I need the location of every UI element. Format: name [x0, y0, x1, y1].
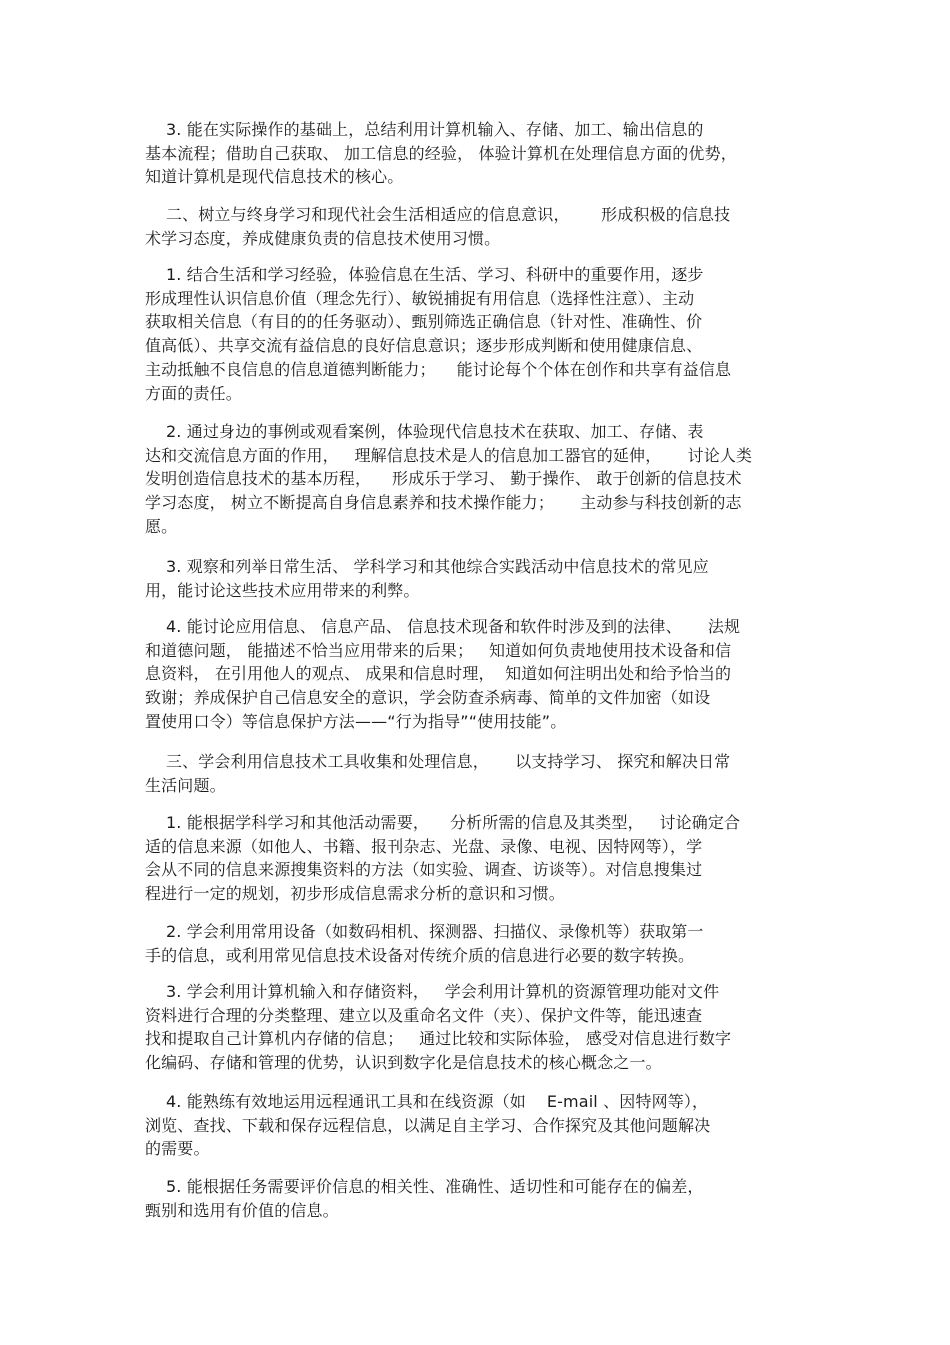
- text-line: 致谢；养成保护自己信息安全的意识，学会防查杀病毒、简单的文件加密（如设: [145, 688, 711, 708]
- text-line: 手的信息，或利用常见信息技术设备对传统介质的信息进行必要的数字转换。: [145, 945, 695, 965]
- paragraph-section-2-heading: [145, 203, 825, 250]
- text-line: 3. 观察和列举日常生活、 学科学习和其他综合实践活动中信息技术的常见应: [145, 557, 709, 576]
- paragraph-section-3-heading: [145, 750, 825, 797]
- text-line: 术学习态度，养成健康负责的信息技术使用习惯。: [145, 228, 501, 248]
- text-line: 达和交流信息方面的作用， 理解信息技术是人的信息加工器官的延伸， 讨论人类: [145, 445, 753, 465]
- paragraph-item-2-experience: [145, 420, 825, 539]
- paragraph-item-4-ethics: [145, 615, 825, 734]
- text-line: 的需要。: [145, 1139, 210, 1159]
- text-line: 程进行一定的规划，初步形成信息需求分析的意识和习惯。: [145, 884, 565, 904]
- text-line: 获取相关信息（有目的的任务驱动）、甄别筛选正确信息（针对性、准确性、价: [145, 312, 703, 332]
- text-line: 置使用口令）等信息保护方法——“行为指导”“使用技能”。: [145, 711, 567, 731]
- paragraph-item-1-sources: [145, 811, 825, 906]
- text-line: 适的信息来源（如他人、书籍、报刊杂志、光盘、录像、电视、因特网等），学: [145, 836, 703, 856]
- text-line: 方面的责任。: [145, 383, 242, 403]
- text-line: 基本流程；借助自己获取、 加工信息的经验， 体验计算机在处理信息方面的优势，: [145, 143, 737, 163]
- text-line: 1. 结合生活和学习经验，体验信息在生活、学习、科研中的重要作用，逐步: [145, 265, 704, 284]
- text-line: 知道计算机是现代信息技术的核心。: [145, 167, 404, 187]
- text-line: 1. 能根据学科学习和其他活动需要， 分析所需的信息及其类型， 讨论确定合: [145, 813, 741, 832]
- paragraph-item-5-evaluate: [145, 1175, 825, 1222]
- text-line: 愿。: [145, 516, 178, 536]
- text-line: 学习态度， 树立不断提高自身信息素养和技术操作能力； 主动参与科技创新的志: [145, 493, 742, 513]
- text-line: 2. 学会利用常用设备（如数码相机、探测器、扫描仪、录像机等）获取第一: [145, 922, 704, 941]
- text-line: 资料进行合理的分类整理、建立以及重命名文件（夹）、保护文件等，能迅速查: [145, 1005, 703, 1025]
- paragraph-item-3-storage: [145, 980, 825, 1075]
- text-line: 和道德问题， 能描述不恰当应用带来的后果； 知道如何负责地使用技术设备和信: [145, 640, 732, 660]
- text-line: 息资料， 在引用他人的观点、 成果和信息时理， 知道如何注明出处和给予恰当的: [145, 664, 732, 684]
- paragraph-item-3-workflow: [145, 118, 825, 189]
- text-line: 用，能讨论这些技术应用带来的利弊。: [145, 580, 420, 600]
- text-line: 三、学会利用信息技术工具收集和处理信息， 以支持学习、 探究和解决日常: [145, 752, 731, 771]
- text-line: 3. 学会利用计算机输入和存储资料， 学会利用计算机的资源管理功能对文件: [145, 982, 720, 1001]
- paragraph-item-4-remote-tools: [145, 1090, 825, 1161]
- text-line: 2. 通过身边的事例或观看案例，体验现代信息技术在获取、加工、存储、表: [145, 422, 704, 441]
- text-line: 化编码、存储和管理的优势，认识到数字化是信息技术的核心概念之一。: [145, 1053, 662, 1073]
- text-line: 值高低）、共享交流有益信息的良好信息意识；逐步形成判断和使用健康信息、: [145, 336, 703, 356]
- text-line: 生活问题。: [145, 775, 226, 795]
- paragraph-item-1-awareness: [145, 263, 825, 405]
- text-line: 主动抵触不良信息的信息道德判断能力； 能讨论每个个体在创作和共享有益信息: [145, 359, 732, 379]
- paragraph-item-2-devices: [145, 920, 825, 967]
- text-line: 二、树立与终身学习和现代社会生活相适应的信息意识， 形成积极的信息技: [145, 205, 731, 224]
- text-line: 形成理性认识信息价值（理念先行）、敏锐捕捉有用信息（选择性注意）、主动: [145, 288, 695, 308]
- text-line: 甄别和选用有价值的信息。: [145, 1200, 339, 1220]
- text-line: 发明创造信息技术的基本历程， 形成乐于学习、 勤于操作、 敢于创新的信息技术: [145, 469, 742, 489]
- text-line: 5. 能根据任务需要评价信息的相关性、准确性、适切性和可能存在的偏差，: [145, 1177, 704, 1196]
- text-line: 浏览、查找、下载和保存远程信息，以满足自主学习、合作探究及其他问题解决: [145, 1115, 711, 1135]
- text-line: 4. 能讨论应用信息、 信息产品、 信息技术现备和软件时涉及到的法律、 法规: [145, 617, 741, 636]
- text-line: 3. 能在实际操作的基础上，总结利用计算机输入、存储、加工、输出信息的: [145, 120, 704, 139]
- paragraph-item-3-applications: [145, 555, 825, 602]
- text-line: 找和提取自己计算机内存储的信息； 通过比较和实际体验， 感受对信息进行数字: [145, 1029, 732, 1049]
- text-line: 4. 能熟练有效地运用远程通讯工具和在线资源（如 E-mail 、因特网等），: [145, 1092, 709, 1111]
- text-line: 会从不同的信息来源搜集资料的方法（如实验、调查、访谈等）。对信息搜集过: [145, 860, 703, 880]
